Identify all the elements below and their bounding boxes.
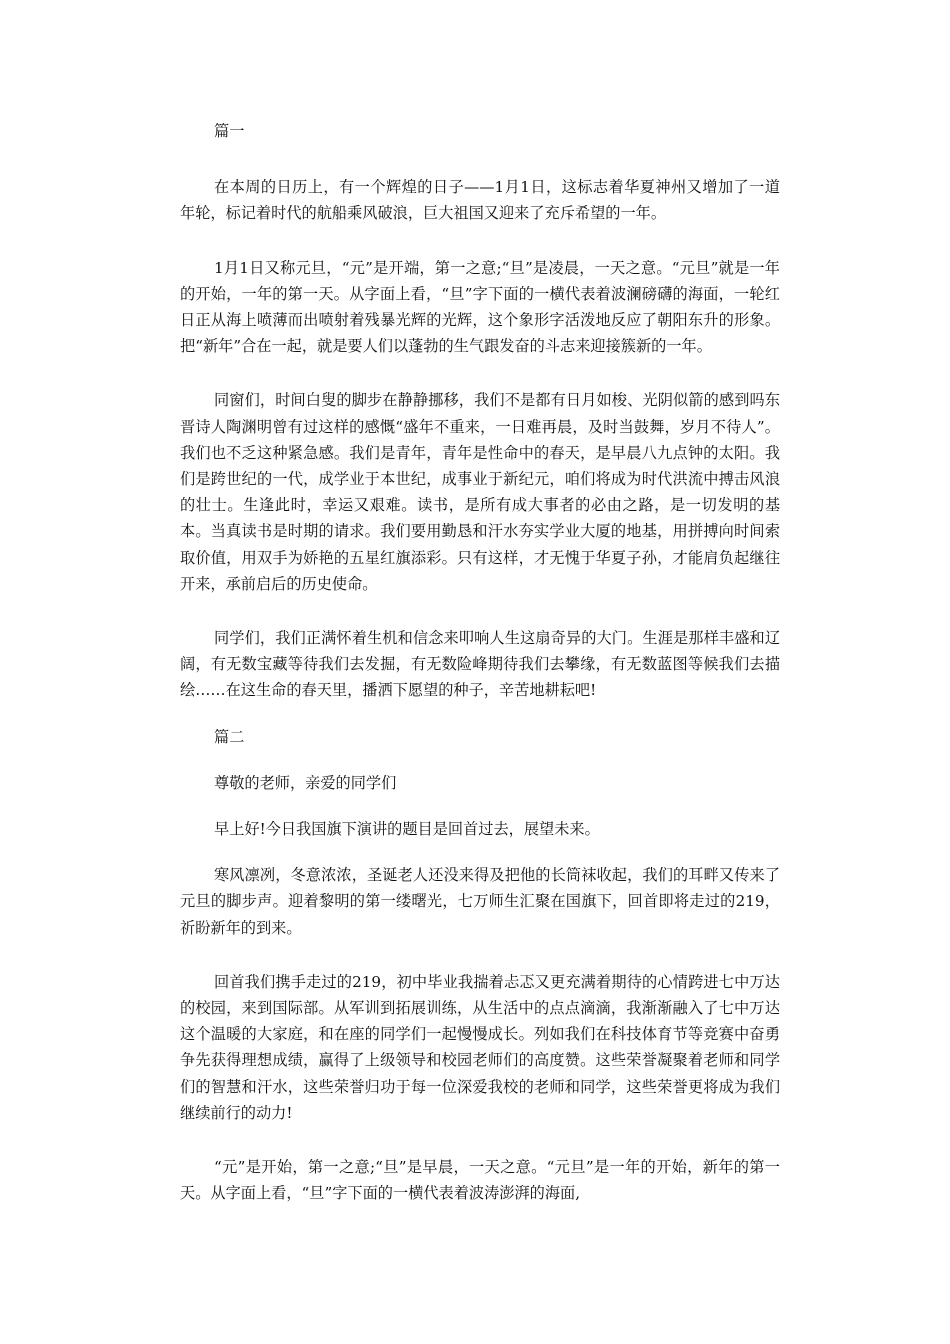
section-title-1: 篇一 [214, 122, 245, 140]
greeting: 尊敬的老师，亲爱的同学们 [214, 773, 397, 792]
paragraph: 回首我们携手走过的219，初中毕业我揣着忐忑又更充满着期待的心情跨进七中万达的校园，来到国际部。从军训到拓展训练，从生活中的点点滴滴，我渐渐融入了七中万达这个温暖的大家庭，和在座的同学们一起慢慢成长。列如我们在科技体育节等竞赛中奋勇争先获得理想成绩，赢得了上级领导和校园老师们的高度赞。这些荣誉凝聚着老师和同学们的智慧和汗水，这些荣誉归功于每一位深爱我校的老师和同学，这些荣誉更将成为我们继续前行的动力! [180, 972, 780, 1122]
paragraph: 寒风凛冽，冬意浓浓，圣诞老人还没来得及把他的长筒袜收起，我们的耳畔又传来了元旦的脚步声。迎着黎明的第一缕曙光，七万师生汇聚在国旗下，回首即将走过的219，祈盼新年的到来。 [180, 866, 780, 937]
section-title-2: 篇二 [214, 727, 245, 746]
paragraph: 1月1日又称元旦，“元”是开端，第一之意;“旦”是凌晨，一天之意。“元旦”就是一年的开始，一年的第一天。从字面上看，“旦”字下面的一横代表着波澜磅礴的海面，一轮红日正从海上喷薄而出喷射着残暴光辉的光辉，这个象形字活泼地反应了朝阳东升的形象。把“新年”合在一起，就是要人们以蓬勃的生气跟发奋的斗志来迎接簇新的一年。 [180, 258, 780, 356]
paragraph: 在本周的日历上，有一个辉煌的日子——1月1日，这标志着华夏神州又增加了一道年轮，标记着时代的航船乘风破浪，巨大祖国又迎来了充斥希望的一年。 [180, 178, 780, 223]
document-body [180, 118, 780, 1207]
paragraph: 同窗们，时间白叟的脚步在静静挪移，我们不是都有日月如梭、光阴似箭的感到吗东晋诗人陶渊明曾有过这样的感慨“盛年不重来，一日难再晨，及时当鼓舞，岁月不待人”。我们也不乏这种紧急感。我们是青年，青年是性命中的春天，是早晨八九点钟的太阳。我们是跨世纪的一代，成学业于本世纪，成事业于新纪元，咱们将成为时代洪流中搏击风浪的壮士。生逢此时，幸运又艰难。读书，是所有成大事者的必由之路，是一切发明的基本。当真读书是时期的请求。我们要用勤恳和汗水夯实学业大厦的地基，用拼搏向时间索取价值，用双手为娇艳的五星红旗添彩。只有这样，才无愧于华夏子孙，才能肩负起继往开来，承前启后的历史使命。 [180, 391, 780, 593]
opening-line: 早上好!今日我国旗下演讲的题目是回首过去，展望未来。 [214, 820, 600, 839]
paragraph: “元”是开始，第一之意;“旦”是早晨，一天之意。“元旦”是一年的开始，新年的第一天。从字面上看，“旦”字下面的一横代表着波涛澎湃的海面, [180, 1158, 780, 1203]
paragraph: 同学们，我们正满怀着生机和信念来叩响人生这扇奇异的大门。生涯是那样丰盛和辽阔，有无数宝藏等待我们去发掘，有无数险峰期待我们去攀缘，有无数蓝图等候我们去描绘……在这生命的春天里，播洒下愿望的种子，辛苦地耕耘吧! [180, 629, 780, 700]
